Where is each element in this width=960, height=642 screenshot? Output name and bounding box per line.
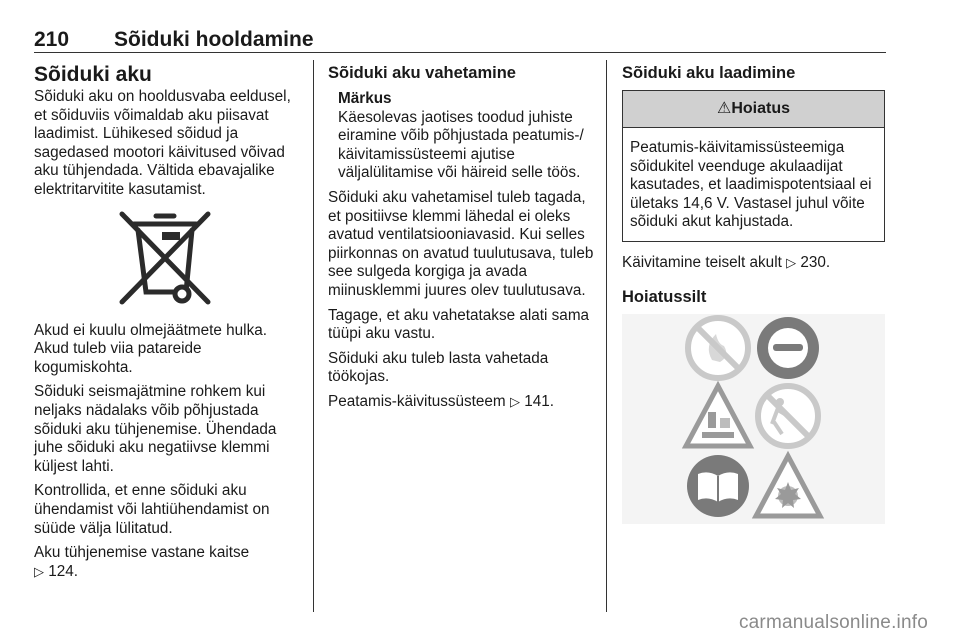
- jump-start-label: Käivitamine teiselt akult: [622, 253, 782, 271]
- replacement-vent-text: Sõiduki aku vahetamisel tuleb tagada, et positiivse klemmi lähedal ei oleks avatud ventilatsiooniavasid. Kui selles piirkonnas on avatud tuulutusava, tuleb see sulgeda korgiga ja avada miinusklemmi juures olev tuulutusava.: [328, 188, 594, 299]
- chapter-title: Sõiduki hooldamine: [114, 28, 314, 51]
- note-block: [328, 90, 594, 183]
- no-open-flame-icon: [688, 318, 748, 378]
- header-rule: [34, 52, 886, 53]
- note-title: Märkus: [338, 90, 392, 107]
- battery-intro: Sõiduki aku on hooldusvaba eeldusel, et sõiduviis võimaldab aku piisavat laadimist. Lühikesed sõidud ja sagedased mootori käivitused võivad aku tühjendada. Vältida ebavajalike elektritarvitite kasutamist.: [34, 88, 291, 198]
- column-divider-2: [606, 60, 607, 612]
- keep-children-away-icon: [758, 386, 818, 446]
- battery-disposal-text: Akud ei kuulu olmejäätmete hulka. Akud tuleb viia patareide kogumiskohta.: [34, 321, 267, 376]
- ignition-check-text: Kontrollida, et enne sõiduki aku ühendamist või lahtiühendamist on süüde välja lülitatud.: [34, 482, 270, 537]
- section-heading-battery: Sõiduki aku: [34, 63, 152, 86]
- note-text: Käesolevas jaotises toodud juhiste eiramine võib põhjustada peatumis-/ käivitamissüsteemi ajutise väljalülitamise või häireid selle töös.: [338, 108, 584, 182]
- warning-text: Peatumis-käivitamissüsteemiga sõidukitel veenduge akulaadijat kasutades, et laadimispotentsiaal ei ületaks 14,6 V. Vastasel juhul võite sõiduki akut kahjustada.: [630, 139, 872, 231]
- replacement-same-type-text: Tagage, et aku vahetatakse alati sama tüüpi aku vastu.: [328, 306, 590, 343]
- discharge-protection-ref[interactable]: 124.: [48, 562, 79, 580]
- stop-start-label: Peatamis-käivitussüsteem: [328, 392, 506, 410]
- watermark: carmanualsonline.info: [738, 612, 928, 633]
- column-battery-replacement: [328, 62, 594, 419]
- section-heading-replacement: Sõiduki aku vahetamine: [328, 64, 516, 82]
- page-header: [34, 28, 886, 52]
- page-ref-arrow-icon: ▷: [509, 394, 520, 410]
- read-manual-icon: [687, 455, 749, 517]
- column-divider-1: [313, 60, 314, 612]
- page-number: 210: [34, 28, 70, 51]
- battery-warning-labels: [622, 314, 885, 524]
- battery-storage-text: Sõiduki seismajätmine rohkem kui neljaks nädalaks võib põhjustada sõiduki aku tühjenemise. Ühendada juhe sõiduki aku negatiivse klemmi küljest lahti.: [34, 383, 277, 475]
- eye-protection-icon: [757, 317, 819, 379]
- stop-start-ref[interactable]: 141.: [524, 392, 554, 410]
- crossed-out-wheelie-bin-icon: [112, 210, 216, 310]
- discharge-protection-text: [34, 544, 302, 582]
- jump-start-ref-text: [622, 254, 885, 274]
- column-battery-charging: [622, 62, 885, 524]
- jump-start-ref[interactable]: 230.: [800, 253, 831, 271]
- page-ref-arrow-icon: ▷: [786, 255, 797, 271]
- replacement-workshop-text: Sõiduki aku tuleb lasta vahetada töökojas.: [328, 349, 549, 386]
- warning-header: [623, 91, 884, 128]
- section-heading-charging: Sõiduki aku laadimine: [622, 64, 796, 82]
- warning-box: [622, 90, 885, 242]
- discharge-protection-label: Aku tühjenemise vastane kaitse: [34, 544, 250, 562]
- stop-start-ref-text: [328, 393, 594, 413]
- warning-triangle-icon: ⚠: [716, 100, 732, 117]
- column-battery: [34, 62, 302, 588]
- subheading-warning-labels: Hoiatussilt: [622, 287, 707, 306]
- warning-title: Hoiatus: [731, 100, 790, 117]
- page-ref-arrow-icon: ▷: [34, 564, 44, 580]
